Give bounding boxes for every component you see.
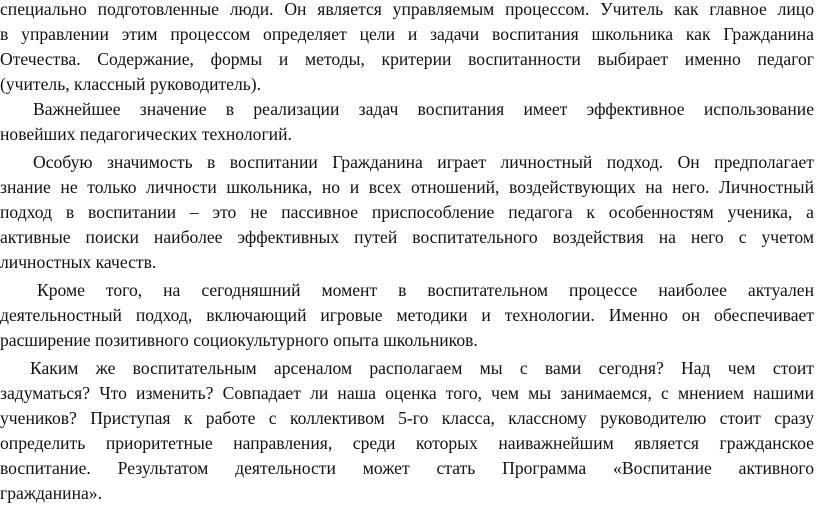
text-line: задуматься? Что изменить? Совпадает ли наша оценка того, чем мы занимаемся, с мнением нашими: [0, 383, 814, 403]
text-line: воспитание. Результатом деятельности может стать Программа «Воспитание активного: [0, 458, 814, 478]
paragraph-first-line: Кроме того, на сегодняшний момент в воспитательном процессе наиболее актуален: [37, 280, 814, 300]
text-line: личностных качеств.: [0, 252, 157, 272]
paragraph-first-line: Важнейшее значение в реализации задач воспитания имеет эффективное использование: [33, 99, 814, 119]
text-line: знание не только личности школьника, но и всех отношений, воздействующих на него. Личностный: [0, 177, 814, 197]
text-line: Отечества. Содержание, формы и методы, критерии воспитанности выбирает именно педагог: [0, 49, 814, 69]
text-line: определить приоритетные направления, среди которых наиважнейшим является гражданское: [0, 433, 814, 453]
text-line: подход в воспитании – это не пассивное приспособление педагога к особенностям ученика, а: [0, 202, 814, 222]
text-line: активные поиски наиболее эффективных путей воспитательного воздействия на него с учетом: [0, 227, 814, 247]
text-line: деятельностный подход, включающий игровые методики и технологии. Именно он обеспечивает: [0, 305, 814, 325]
text-line: расширение позитивного социокультурного опыта школьников.: [0, 330, 478, 350]
text-line: в управлении этим процессом определяет цели и задачи воспитания школьника как Гражданина: [0, 24, 814, 44]
text-line: (учитель, классный руководитель).: [0, 74, 262, 94]
text-line: специально подготовленные люди. Он является управляемым процессом. Учитель как главное лицо: [0, 0, 814, 19]
text-line: новейших педагогических технологий.: [0, 124, 292, 144]
paragraph-first-line: Особую значимость в воспитании Гражданина играет личностный подход. Он предполагает: [33, 152, 814, 172]
paragraph-first-line: Каким же воспитательным арсеналом располагаем мы с вами сегодня? Над чем стоит: [30, 358, 814, 378]
text-line: гражданина».: [0, 483, 102, 503]
text-line: учеников? Приступая к работе с коллективом 5-го класса, классному руководителю стоит сразу: [0, 408, 814, 428]
